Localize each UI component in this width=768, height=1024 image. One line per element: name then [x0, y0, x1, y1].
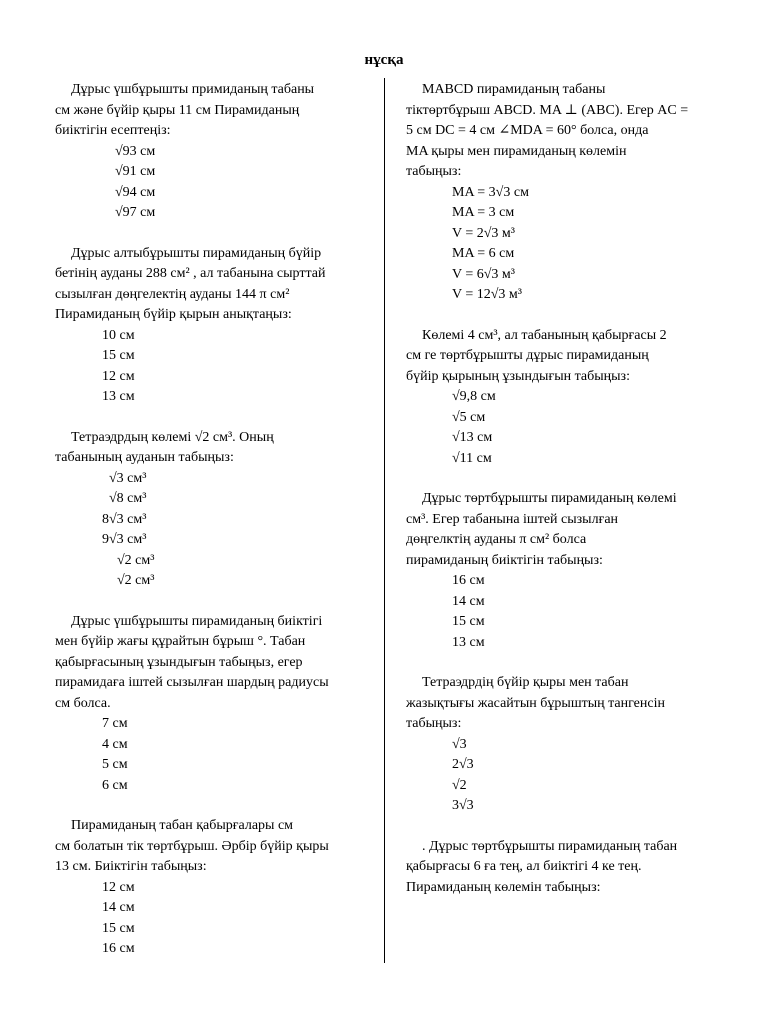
answer-option[interactable]: √11 см [452, 450, 492, 466]
question-block [406, 80, 716, 306]
spacer [406, 306, 716, 326]
answer-option[interactable]: 13 см [452, 634, 485, 650]
question-block [406, 673, 716, 817]
question-text-line: см ге төртбұрышты дұрыс пирамиданың [406, 348, 649, 363]
question-text-line: сызылған дөңгелектің ауданы 144 π см² [55, 286, 290, 302]
question-text-line: табанының ауданын табыңыз: [55, 450, 234, 465]
answer-option[interactable]: 16 см [102, 941, 135, 956]
answer-option[interactable]: 15 см [102, 348, 135, 363]
right-column [406, 80, 716, 898]
question-text-line: см және бүйір қыры 11 см Пирамиданың [55, 102, 300, 118]
question-text: Пирамиданың табан қабырғалары см [71, 818, 294, 833]
answer-option[interactable]: 4 см [102, 736, 128, 752]
question-text-line: Пирамиданың бүйір қырын анықтаңыз: [55, 307, 292, 322]
answer-option[interactable]: √2 см³ [117, 573, 155, 588]
answer-option[interactable]: √2 см³ [117, 552, 155, 568]
answer-option[interactable]: 6 см [102, 777, 128, 793]
spacer [406, 469, 716, 489]
question-text-line: дөңгелктің ауданы π см² болса [406, 532, 587, 547]
answer-option[interactable]: MA = 6 см [452, 246, 515, 261]
answer-option[interactable]: √5 см [452, 409, 486, 425]
question-text-line: см болса. [55, 695, 111, 711]
answer-option[interactable]: V = 2√3 м³ [452, 225, 515, 241]
spacer [55, 224, 370, 244]
question-text: Дұрыс төртбұрышты пирамиданың көлемі [422, 491, 677, 506]
question-text: . Дұрыс төртбұрышты пирамиданың табан [422, 838, 678, 854]
question-text-line: бетінің ауданы 288 см² , ал табанына сырттай [55, 266, 326, 281]
answer-option[interactable]: √91 см [115, 164, 156, 179]
question-text-line: жазықтығы жасайтын бұрыштың тангенсін [406, 695, 665, 711]
answer-option[interactable]: 12 см [102, 879, 135, 895]
answer-option[interactable]: √94 см [115, 184, 156, 200]
answer-option[interactable]: 14 см [102, 900, 135, 915]
question-block [55, 244, 370, 408]
spacer [55, 408, 370, 428]
question-text: Көлемі 4 см³, ал табанының қабырғасы 2 [422, 327, 667, 343]
answer-option[interactable]: √2 [452, 777, 467, 793]
answer-option[interactable]: 2√3 [452, 757, 474, 772]
question-block [55, 612, 370, 797]
question-text: MABCD пирамиданың табаны [422, 82, 606, 97]
spacer [55, 796, 370, 816]
left-column [55, 80, 370, 960]
answer-option[interactable]: MA = 3 см [452, 205, 515, 220]
page-title: нұсқа [364, 52, 404, 68]
question-text-line: 13 см. Биіктігін табыңыз: [55, 859, 207, 874]
question-text-line: биіктігін есептеңіз: [55, 123, 171, 138]
question-block [55, 816, 370, 960]
question-text-line: тіктөртбұрыш ABCD. MA ⊥ (ABC). Егер AC = [406, 102, 689, 118]
answer-option[interactable]: 9√3 см³ [102, 532, 147, 547]
answer-option[interactable]: 15 см [452, 614, 485, 629]
spacer [406, 653, 716, 673]
question-text: Тетраэдрдың көлемі √2 см³. Оның [71, 429, 274, 445]
answer-option[interactable]: MA = 3√3 см [452, 184, 529, 200]
answer-option[interactable]: √3 см³ [109, 470, 147, 486]
question-block [406, 489, 716, 653]
question-text: Дұрыс үшбұрышты пирамиданың биіктігі [71, 613, 323, 629]
spacer [406, 817, 716, 837]
answer-option[interactable]: 8√3 см³ [102, 511, 147, 527]
column-divider [384, 78, 385, 963]
question-text-line: табыңыз: [406, 164, 462, 179]
answer-option[interactable]: V = 6√3 м³ [452, 266, 515, 282]
answer-option[interactable]: 16 см [452, 573, 485, 588]
answer-option[interactable]: √13 см [452, 430, 493, 445]
question-text-line: см болатын тік төртбұрыш. Әрбір бүйір қыры [55, 838, 329, 854]
answer-option[interactable]: 14 см [452, 593, 485, 609]
answer-option[interactable]: √93 см [115, 143, 156, 159]
question-text-line: MA қыры мен пирамиданың көлемін [406, 143, 627, 159]
answer-option[interactable]: 5 см [102, 757, 128, 772]
question-block [406, 326, 716, 470]
question-block [55, 80, 370, 224]
question-text-line: бүйір қырының ұзындығын табыңыз: [406, 368, 630, 384]
answer-option[interactable]: √8 см³ [109, 491, 147, 506]
spacer [55, 592, 370, 612]
answer-option[interactable]: √97 см [115, 205, 156, 220]
answer-option[interactable]: V = 12√3 м³ [452, 287, 522, 302]
question-text: Тетраэдрдің бүйір қыры мен табан [422, 675, 629, 690]
question-text-line: см³. Егер табанына іштей сызылған [406, 511, 619, 527]
question-text-line: 5 см DC = 4 см ∠MDA = 60° болса, онда [406, 123, 649, 138]
question-block [55, 428, 370, 592]
question-text-line: Пирамиданың көлемін табыңыз: [406, 879, 601, 895]
question-text-line: мен бүйір жағы құрайтын бұрыш °. Табан [55, 634, 306, 649]
question-text-line: пирамидаға іштей сызылған шардың радиусы [55, 675, 329, 690]
answer-option[interactable]: √9,8 см [452, 389, 496, 404]
answer-option[interactable]: 3√3 [452, 798, 474, 813]
question-text-line: қабырғасы 6 ға тең, ал биіктігі 4 ке тең. [406, 859, 642, 874]
question-block [406, 837, 716, 899]
answer-option[interactable]: 13 см [102, 389, 135, 404]
question-text: Дұрыс алтыбұрышты пирамиданың бүйір [71, 245, 322, 261]
answer-option[interactable]: √3 [452, 736, 467, 752]
question-text: Дұрыс үшбұрышты примиданың табаны [71, 82, 315, 97]
question-text-line: табыңыз: [406, 716, 462, 731]
question-text-line: пирамиданың биіктігін табыңыз: [406, 552, 603, 568]
question-text-line: қабырғасының ұзындығын табыңыз, егер [55, 654, 303, 670]
answer-option[interactable]: 15 см [102, 920, 135, 936]
answer-option[interactable]: 10 см [102, 327, 135, 343]
answer-option[interactable]: 12 см [102, 368, 135, 384]
answer-option[interactable]: 7 см [102, 716, 128, 731]
